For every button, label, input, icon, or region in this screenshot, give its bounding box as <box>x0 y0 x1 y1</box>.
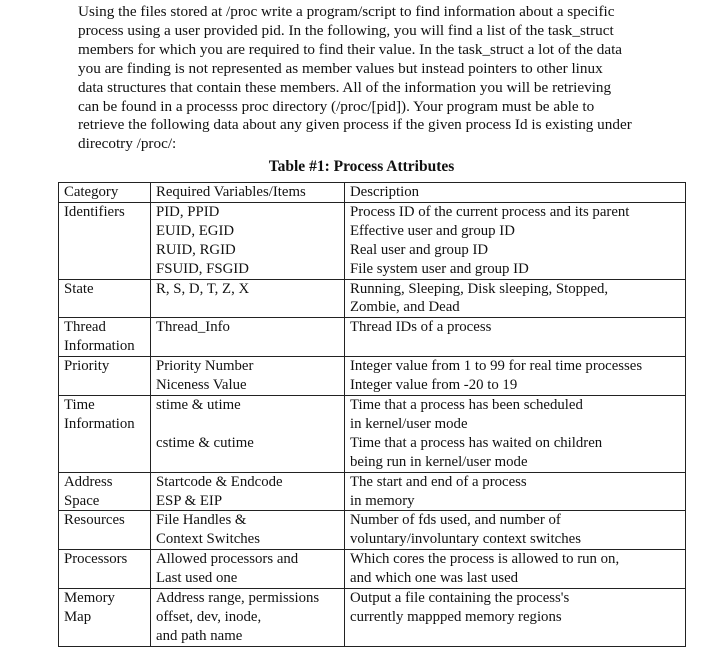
table-header-row <box>59 183 686 203</box>
table-row <box>59 434 686 453</box>
items-cell: RUID, RGID <box>151 241 345 260</box>
items-cell: Niceness Value <box>151 376 345 395</box>
table-caption: Table #1: Process Attributes <box>268 158 455 175</box>
category-cell: Address <box>59 472 151 491</box>
items-cell: Allowed processors and <box>151 550 345 569</box>
header-description-cell: Description <box>345 183 686 203</box>
paragraph-line: can be found in a processs proc directory (/proc/[pid]). Your program must be able to <box>78 97 595 115</box>
category-cell: Resources <box>59 511 151 530</box>
table-row <box>59 415 686 434</box>
items-cell: EUID, EGID <box>151 222 345 241</box>
description-cell: Integer value from 1 to 99 for real time processes <box>345 357 686 376</box>
items-cell: Thread_Info <box>151 318 345 337</box>
description-cell: in kernel/user mode <box>345 415 686 434</box>
category-cell: Priority <box>59 357 151 376</box>
description-cell <box>345 337 686 356</box>
items-cell: cstime & cutime <box>151 434 345 453</box>
header-category-cell: Category <box>59 183 151 203</box>
table-row <box>59 222 686 241</box>
table-row <box>59 279 686 298</box>
description-cell: The start and end of a process <box>345 472 686 491</box>
category-cell: Time <box>59 395 151 414</box>
description-cell: Real user and group ID <box>345 241 686 260</box>
table-row <box>59 395 686 414</box>
paragraph-line: direcotry /proc/: <box>78 135 177 153</box>
table-row <box>59 337 686 356</box>
description-cell: Time that a process has waited on children <box>345 434 686 453</box>
description-cell: Which cores the process is allowed to run on, <box>345 550 686 569</box>
paragraph-line: data structures that contain these members. All of the information you will be retrieving <box>78 78 612 96</box>
description-cell: Output a file containing the process's <box>345 589 686 608</box>
category-cell: Identifiers <box>59 202 151 221</box>
table-row <box>59 492 686 511</box>
category-cell <box>59 260 151 279</box>
items-cell: Last used one <box>151 569 345 588</box>
category-cell <box>59 569 151 588</box>
description-cell: Effective user and group ID <box>345 222 686 241</box>
table-row <box>59 357 686 376</box>
category-cell <box>59 434 151 453</box>
items-cell: and path name <box>151 627 345 646</box>
description-cell: and which one was last used <box>345 569 686 588</box>
category-cell <box>59 530 151 549</box>
table-row <box>59 260 686 279</box>
category-cell <box>59 453 151 472</box>
items-cell <box>151 453 345 472</box>
paragraph-line: you are finding is not represented as member values but instead pointers to other linux <box>78 59 603 77</box>
table-row <box>59 453 686 472</box>
items-cell <box>151 415 345 434</box>
category-cell <box>59 627 151 646</box>
category-cell <box>59 376 151 395</box>
description-cell: Number of fds used, and number of <box>345 511 686 530</box>
table-row <box>59 472 686 491</box>
category-cell <box>59 241 151 260</box>
table-row <box>59 569 686 588</box>
description-cell: Process ID of the current process and its parent <box>345 202 686 221</box>
items-cell: Priority Number <box>151 357 345 376</box>
category-cell: Map <box>59 608 151 627</box>
items-cell: Startcode & Endcode <box>151 472 345 491</box>
category-cell: Memory <box>59 589 151 608</box>
table-row <box>59 608 686 627</box>
table-row <box>59 298 686 317</box>
description-cell: in memory <box>345 492 686 511</box>
description-cell: File system user and group ID <box>345 260 686 279</box>
paragraph-line: Using the files stored at /proc write a program/script to find information about a specific <box>78 3 615 20</box>
items-cell: PID, PPID <box>151 202 345 221</box>
table-row <box>59 241 686 260</box>
items-cell: offset, dev, inode, <box>151 608 345 627</box>
category-cell: Information <box>59 415 151 434</box>
header-items-cell: Required Variables/Items <box>151 183 345 203</box>
description-cell: being run in kernel/user mode <box>345 453 686 472</box>
items-cell: ESP & EIP <box>151 492 345 511</box>
table-row <box>59 627 686 646</box>
category-cell: Processors <box>59 550 151 569</box>
table-row <box>59 550 686 569</box>
items-cell: File Handles & <box>151 511 345 530</box>
table-row <box>59 318 686 337</box>
items-cell: FSUID, FSGID <box>151 260 345 279</box>
description-cell <box>345 627 686 646</box>
paragraph-line: retrieve the following data about any given process if the given process Id is existing under <box>78 116 632 134</box>
description-cell: Thread IDs of a process <box>345 318 686 337</box>
items-cell: Address range, permissions <box>151 589 345 608</box>
items-cell: R, S, D, T, Z, X <box>151 279 345 298</box>
paragraph-line: process using a user provided pid. In the following, you will find a list of the task_struct <box>78 21 614 39</box>
category-cell <box>59 222 151 241</box>
category-cell: State <box>59 279 151 298</box>
table-row <box>59 530 686 549</box>
description-cell: Running, Sleeping, Disk sleeping, Stopped, <box>345 279 686 298</box>
description-cell: voluntary/involuntary context switches <box>345 530 686 549</box>
description-cell: currently mappped memory regions <box>345 608 686 627</box>
paragraph-line: members for which you are required to find their value. In the task_struct a lot of the data <box>78 40 623 58</box>
items-cell <box>151 298 345 317</box>
table-row <box>59 511 686 530</box>
category-cell: Information <box>59 337 151 356</box>
table-row <box>59 589 686 608</box>
category-cell: Thread <box>59 318 151 337</box>
description-cell: Integer value from -20 to 19 <box>345 376 686 395</box>
process-attributes-table <box>58 182 686 647</box>
category-cell: Space <box>59 492 151 511</box>
category-cell <box>59 298 151 317</box>
items-cell <box>151 337 345 356</box>
description-cell: Time that a process has been scheduled <box>345 395 686 414</box>
items-cell: stime & utime <box>151 395 345 414</box>
table-row <box>59 202 686 221</box>
description-cell: Zombie, and Dead <box>345 298 686 317</box>
instructions-paragraph <box>78 3 670 154</box>
table-row <box>59 376 686 395</box>
items-cell: Context Switches <box>151 530 345 549</box>
